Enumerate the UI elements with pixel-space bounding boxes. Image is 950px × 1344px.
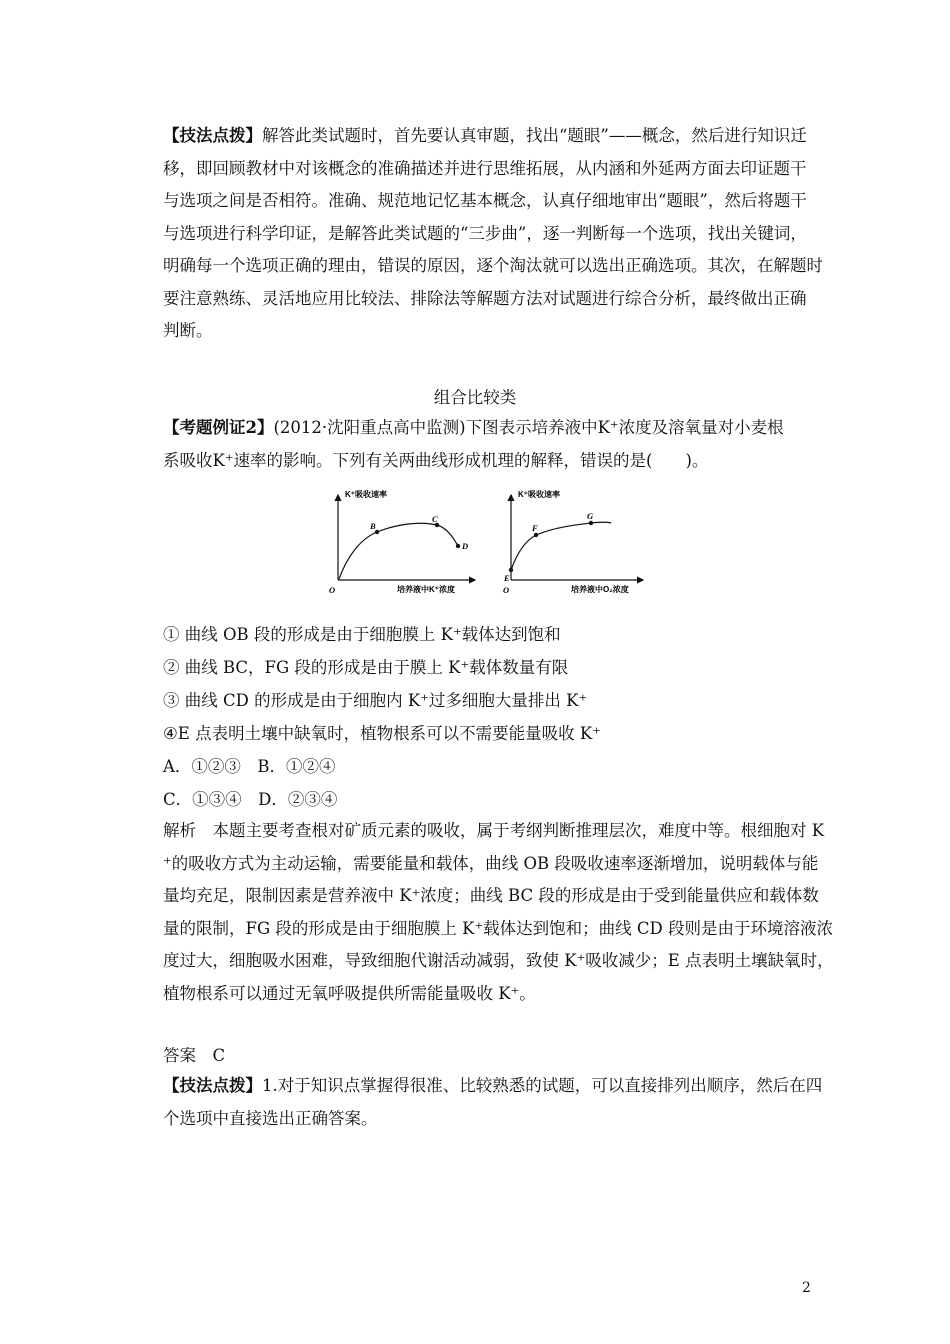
- figure-1-y-label: K⁺吸收速率: [345, 490, 387, 499]
- question-line: 系吸收K⁺速率的影响。下列有关两曲线形成机理的解释，错误的是( )。: [163, 450, 709, 470]
- statement-2: ② 曲线 BC，FG 段的形成是由于膜上 K⁺载体数量有限: [163, 658, 569, 677]
- statement-3: ③ 曲线 CD 的形成是由于细胞内 K⁺过多细胞大量排出 K⁺: [163, 691, 588, 710]
- figure-2-origin-label: O: [503, 585, 510, 595]
- paragraph-line: 1.对于知识点掌握得很准、比较熟悉的试题，可以直接排列出顺序，然后在四: [262, 1076, 823, 1095]
- point-g-marker: [589, 521, 593, 525]
- paragraph-line: 明确每一个选项正确的理由，错误的原因，逐个淘汰就可以选出正确选项。其次，在解题时: [163, 256, 823, 275]
- point-e-marker: [509, 568, 513, 572]
- figure-2: [503, 489, 643, 595]
- point-b-label: B: [370, 521, 376, 531]
- paragraph-line: 要注意熟练、灵活地应用比较法、排除法等解题方法对试题进行综合分析，最终做出正确: [163, 288, 807, 308]
- point-d-label: D: [462, 541, 469, 551]
- choice-row-1: A．①②③ B．①②④: [163, 757, 336, 776]
- point-c-label: C: [432, 514, 438, 524]
- section-title: 组合比较类: [433, 388, 517, 407]
- page-number: 2: [802, 1280, 811, 1296]
- point-g-label: G: [587, 511, 594, 521]
- analysis-line: 量的限制，FG 段的形成是由于细胞膜上 K⁺载体达到饱和；曲线 CD 段则是由于环境溶液浓: [163, 918, 833, 938]
- answer-line: 答案 C: [163, 1046, 226, 1065]
- paragraph-line: 个选项中直接选出正确答案。: [163, 1108, 378, 1128]
- analysis-paragraph: [163, 815, 834, 1010]
- analysis-line: ⁺的吸收方式为主动运输，需要能量和载体，曲线 OB 段吸收速率逐渐增加，说明载体与能: [163, 853, 819, 873]
- technique-tip-paragraph: [163, 120, 823, 348]
- statement-1: ① 曲线 OB 段的形成是由于细胞膜上 K⁺载体达到饱和: [163, 625, 561, 644]
- point-d-marker: [456, 544, 460, 548]
- figure-1-x-label: 培养液中K⁺浓度: [397, 585, 455, 594]
- point-f-marker: [534, 533, 538, 537]
- question-line: (2012·沈阳重点高中监测)下图表示培养液中K⁺浓度及溶氧量对小麦根: [273, 418, 784, 437]
- figure-2-y-label: K⁺吸收速率: [518, 490, 560, 499]
- example-question: [163, 412, 813, 477]
- technique-tip-paragraph-2: [163, 1070, 823, 1135]
- technique-tip-label-2: 【技法点拨】: [163, 1076, 262, 1095]
- technique-tip-label: 【技法点拨】: [163, 126, 262, 145]
- statement-4: ④E 点表明土壤中缺氧时，植物根系可以不需要能量吸收 K⁺: [163, 724, 601, 743]
- example-label: 【考题例证2】: [163, 418, 274, 437]
- figure-1-origin-label: O: [329, 585, 336, 595]
- analysis-line: 解析 本题主要考查根对矿质元素的吸收，属于考纲判断推理层次，难度中等。根细胞对 K: [163, 821, 825, 840]
- figure-2-curve: [511, 522, 611, 570]
- point-f-label: F: [532, 523, 538, 533]
- choice-row-2: C．①③④ D．②③④: [163, 790, 338, 809]
- analysis-line: 量均充足，限制因素是营养液中 K⁺浓度；曲线 BC 段的形成是由于受到能量供应和载体数: [163, 886, 819, 905]
- absorption-rate-figures: [325, 487, 655, 605]
- figure-2-x-label: 培养液中O₂浓度: [571, 585, 629, 594]
- analysis-line: 植物根系可以通过无氧呼吸提供所需能量吸收 K⁺。: [163, 983, 536, 1003]
- point-e-label: E: [504, 573, 510, 583]
- paragraph-line: 与选项进行科学印证，是解答此类试题的“三步曲”，逐一判断每一个选项，找出关键词，: [163, 223, 807, 243]
- paragraph-line: 解答此类试题时，首先要认真审题，找出“题眼”——概念，然后进行知识迁: [262, 126, 807, 145]
- paragraph-line: 移，即回顾教材中对该概念的准确描述并进行思维拓展，从内涵和外延两方面去印证题干: [163, 158, 807, 178]
- figure-1: [329, 489, 475, 595]
- paragraph-line: 判断。: [163, 321, 213, 340]
- analysis-line: 度过大，细胞吸水困难，导致细胞代谢活动减弱，致使 K⁺吸收减少；E 点表明土壤缺氧时，: [163, 951, 834, 970]
- paragraph-line: 与选项之间是否相符。准确、规范地记忆基本概念，认真仔细地审出“题眼”，然后将题干: [163, 191, 807, 210]
- figure-1-curve: [339, 523, 458, 579]
